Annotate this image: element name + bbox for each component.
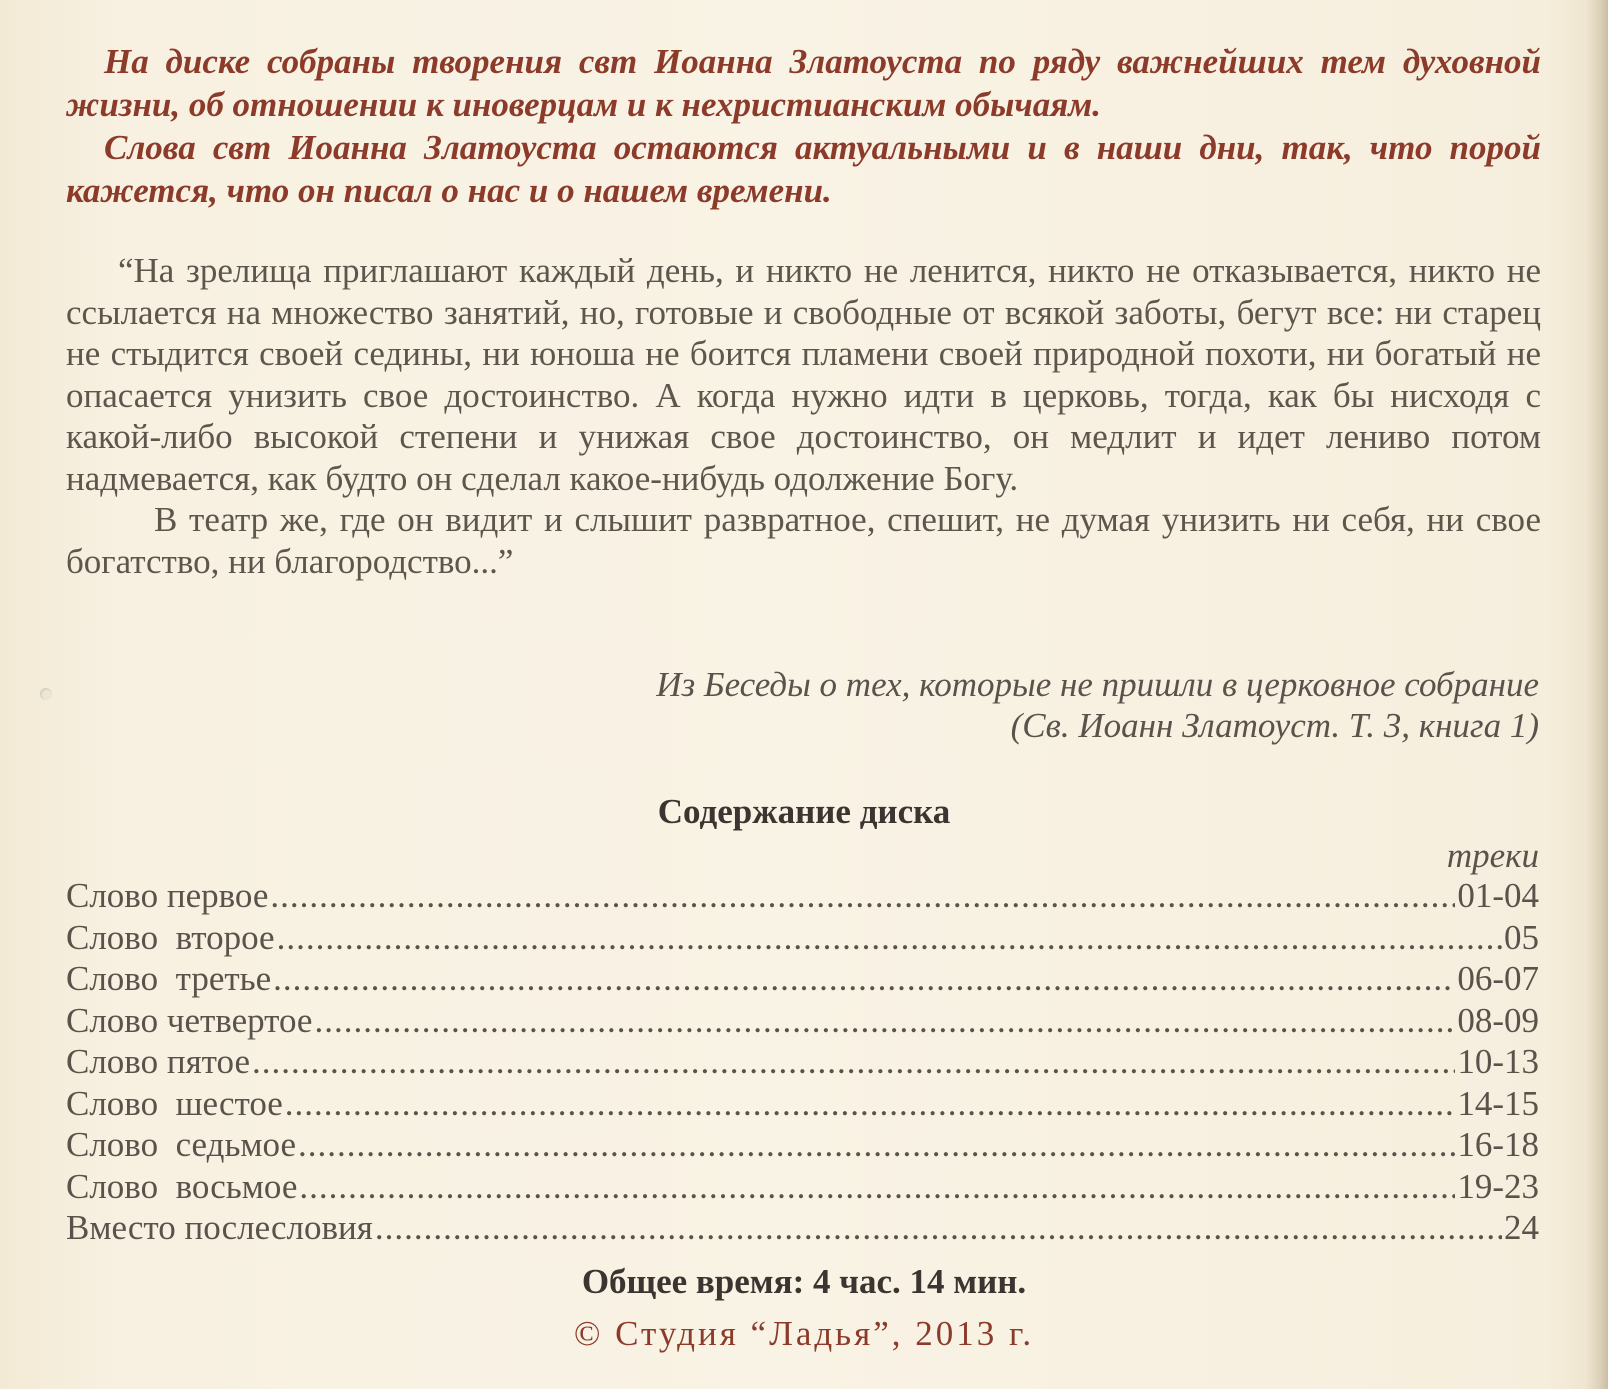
- toc-item-name: Слово четвертое: [66, 1000, 313, 1040]
- toc-item-tracks: 14-15: [1457, 1083, 1539, 1123]
- intro-paragraph-2: Слова свт Иоанна Златоуста остаются актуальными и в наши дни, так, что порой кажется, что он писал о нас и о нашем времени.: [66, 128, 1541, 210]
- quote-paragraph-2: В театр же, где он видит и слышит развратное, спешит, не думая унизить ни себя, ни свое богатство, ни благородство...”: [66, 500, 1541, 581]
- quote-block: [66, 250, 1541, 582]
- copyright-line: © Студия “Ладья”, 2013 г.: [573, 1314, 1035, 1353]
- toc-leader-dots: [273, 959, 1455, 999]
- toc-item-name: Слово третье: [66, 959, 272, 998]
- intro-block: [66, 40, 1541, 212]
- toc-item: [66, 1084, 1539, 1126]
- page-edge-shadow: [1586, 0, 1608, 1389]
- toc-item-tracks: 05: [1504, 917, 1539, 957]
- paper-punch-mark: [40, 688, 52, 700]
- toc-item: [66, 918, 1539, 960]
- toc-leader-dots: [252, 1042, 1455, 1082]
- toc-item-tracks: 16-18: [1457, 1125, 1539, 1164]
- toc-item: [66, 1001, 1539, 1043]
- toc-leader-dots: [277, 918, 1502, 958]
- toc-item-tracks: 24: [1504, 1208, 1539, 1247]
- toc-item: [66, 1208, 1539, 1250]
- total-time: Общее время: 4 час. 14 мин.: [581, 1262, 1027, 1301]
- intro-paragraph-1: На диске собраны творения свт Иоанна Златоуста по ряду важнейших тем духовной жизни, об отношении к иноверцам и к нехристианским обычаям.: [66, 42, 1541, 124]
- toc-item-name: Слово пятое: [66, 1042, 250, 1081]
- toc-item: [66, 959, 1539, 1001]
- toc-leader-dots: [314, 1001, 1455, 1041]
- toc-item-tracks: 06-07: [1457, 959, 1539, 998]
- toc-item-name: Слово восьмое: [66, 1166, 298, 1206]
- toc-column-label: треки: [1446, 836, 1539, 875]
- toc-item-name: Слово первое: [66, 876, 269, 915]
- toc-leader-dots: [299, 1167, 1455, 1207]
- quote-source: [339, 664, 1539, 746]
- toc-item-tracks: 01-04: [1457, 876, 1539, 915]
- toc-leader-dots: [285, 1084, 1456, 1124]
- toc-item-name: Вместо послесловия: [66, 1208, 373, 1247]
- toc-leader-dots: [298, 1125, 1455, 1165]
- toc-item-tracks: 10-13: [1457, 1042, 1539, 1081]
- toc-item-name: Слово шестое: [66, 1083, 283, 1123]
- toc-title: Содержание диска: [657, 792, 951, 831]
- quote-paragraph-1: “На зрелища приглашают каждый день, и никто не ленится, никто не отказывается, никто не ссылается на множество занятий, но, готовые и свободные от всякой заботы, бегут все: ни старец не стыдится своей седины, ни юноша не боится пламени своей природной похоти, ни богатый не опасается унизить свое достоинство. А когда нужно идти в церковь, тогда, как бы нисходя с какой-либо высокой степени и унижая свое достоинство, он медлит и идет лениво потом надмевается, как будто он сделал какое-нибудь одолжение Богу.: [66, 251, 1541, 498]
- toc-leader-dots: [270, 876, 1455, 916]
- toc-item: [66, 876, 1539, 918]
- toc-leader-dots: [375, 1208, 1502, 1248]
- source-line-2: (Св. Иоанн Златоуст. Т. 3, книга 1): [1010, 706, 1539, 745]
- toc-item: [66, 1042, 1539, 1084]
- toc-item-name: Слово седьмое: [66, 1125, 297, 1164]
- toc-item: [66, 1125, 1539, 1167]
- toc-item-name: Слово второе: [66, 917, 275, 957]
- source-line-1: Из Беседы о тех, которые не пришли в церковное собрание: [656, 665, 1539, 704]
- toc-list: [66, 876, 1539, 1250]
- toc-item-tracks: 08-09: [1457, 1000, 1539, 1040]
- toc-item-tracks: 19-23: [1457, 1166, 1539, 1206]
- toc-item: [66, 1167, 1539, 1209]
